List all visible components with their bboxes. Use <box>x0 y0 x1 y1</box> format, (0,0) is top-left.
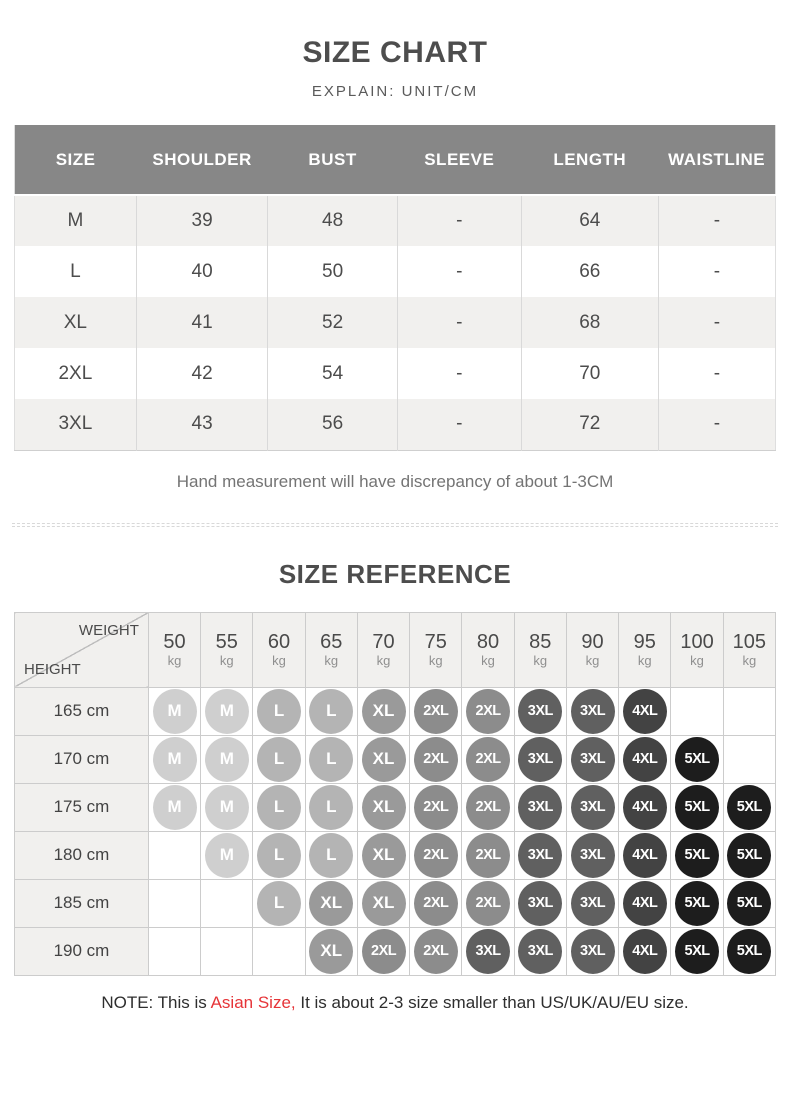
weight-header-cell <box>305 612 357 687</box>
size-recommendation-cell <box>357 783 409 831</box>
weight-header-cell <box>671 612 723 687</box>
measurement-cell: 64 <box>521 195 658 246</box>
note-prefix: NOTE: This is <box>101 992 211 1012</box>
size-badge: 2XL <box>414 929 458 974</box>
size-badge: 3XL <box>518 785 562 830</box>
size-recommendation-cell <box>201 687 253 735</box>
size-badge: 3XL <box>571 689 615 734</box>
size-badge: M <box>153 737 197 782</box>
size-badge: M <box>205 737 249 782</box>
size-badge: 5XL <box>675 737 719 782</box>
measurement-cell: 42 <box>136 348 268 399</box>
weight-header-cell <box>253 612 305 687</box>
height-row <box>15 783 776 831</box>
size-badge: M <box>153 785 197 830</box>
size-badge: 2XL <box>466 785 510 830</box>
size-recommendation-cell <box>723 735 775 783</box>
size-badge: 5XL <box>675 785 719 830</box>
size-badge: M <box>205 785 249 830</box>
size-row-m <box>15 195 776 246</box>
size-recommendation-cell <box>514 879 566 927</box>
weight-unit: kg <box>272 652 286 668</box>
corner-weight-label: WEIGHT <box>78 621 139 639</box>
weight-header-cell <box>462 612 514 687</box>
size-badge: 3XL <box>571 737 615 782</box>
size-recommendation-cell <box>305 831 357 879</box>
size-recommendation-cell <box>148 927 200 975</box>
note-suffix: It is about 2-3 size smaller than US/UK/AU/EU size. <box>295 992 689 1012</box>
measurement-cell: 56 <box>268 399 397 450</box>
size-reference-title: SIZE REFERENCE <box>278 558 512 589</box>
size-recommendation-cell <box>148 735 200 783</box>
size-badge: 3XL <box>466 929 510 974</box>
measurement-cell: - <box>397 348 521 399</box>
size-badge: M <box>153 689 197 734</box>
size-recommendation-cell <box>619 927 671 975</box>
size-recommendation-cell <box>566 831 618 879</box>
size-recommendation-cell <box>201 783 253 831</box>
weight-header-cell <box>566 612 618 687</box>
weight-value: 85 <box>529 630 552 653</box>
size-recommendation-cell <box>566 927 618 975</box>
weight-value: 105 <box>732 630 767 653</box>
weight-unit: kg <box>637 652 652 668</box>
size-badge: L <box>257 689 301 734</box>
weight-header-cell <box>723 612 775 687</box>
size-chart-page <box>0 36 790 1013</box>
size-recommendation-cell <box>357 687 409 735</box>
size-badge: 5XL <box>727 833 771 878</box>
size-recommendation-cell <box>201 879 253 927</box>
weight-unit: kg <box>376 652 391 668</box>
corner-height-label: HEIGHT <box>24 660 81 678</box>
measurement-cell: - <box>397 297 521 348</box>
measurement-cell: 39 <box>136 195 268 246</box>
header-cell-size: SIZE <box>15 125 137 195</box>
size-badge: L <box>257 737 301 782</box>
size-chart-title: SIZE CHART <box>302 36 488 69</box>
weight-unit: kg <box>481 652 495 668</box>
size-badge: 2XL <box>362 929 406 974</box>
size-badge: 3XL <box>518 833 562 878</box>
size-recommendation-cell <box>148 687 200 735</box>
size-recommendation-cell <box>357 831 409 879</box>
size-recommendation-cell <box>148 831 200 879</box>
size-badge: L <box>257 785 301 830</box>
measurement-cell: 3XL <box>58 413 93 435</box>
weight-value: 60 <box>267 630 291 653</box>
size-chart-table <box>14 125 776 451</box>
height-row <box>15 831 776 879</box>
size-recommendation-cell <box>462 879 514 927</box>
size-badge: 3XL <box>518 689 562 734</box>
weight-value: 75 <box>424 630 447 653</box>
size-badge: L <box>309 785 353 830</box>
size-chart-subtitle: EXPLAIN: UNIT/CM <box>311 83 479 100</box>
weight-value: 90 <box>581 630 604 653</box>
height-label: 170 cm <box>15 735 149 783</box>
size-recommendation-cell <box>410 687 462 735</box>
measurement-cell: 68 <box>521 297 658 348</box>
size-badge: 2XL <box>466 881 510 926</box>
weight-unit: kg <box>742 652 757 668</box>
size-badge: 2XL <box>414 785 458 830</box>
size-recommendation-cell <box>253 879 305 927</box>
measurement-cell: XL <box>63 311 87 333</box>
size-badge: XL <box>362 689 406 734</box>
size-badge: 5XL <box>675 929 719 974</box>
measurement-cell: - <box>658 195 775 246</box>
size-recommendation-cell <box>148 783 200 831</box>
weight-header-cell <box>357 612 409 687</box>
size-badge: 2XL <box>466 833 510 878</box>
measurement-note: Hand measurement will have discrepancy of about 1-3CM <box>176 471 614 491</box>
weight-value: 100 <box>680 630 714 653</box>
weight-value: 55 <box>215 630 238 653</box>
size-badge: 4XL <box>623 833 667 878</box>
header-cell-shoulder: SHOULDER <box>136 125 268 195</box>
size-recommendation-cell <box>462 687 514 735</box>
weight-header-cell <box>148 612 200 687</box>
weight-header-cell <box>410 612 462 687</box>
size-recommendation-cell <box>514 687 566 735</box>
size-badge: M <box>205 689 249 734</box>
size-recommendation-cell <box>514 735 566 783</box>
size-recommendation-cell <box>671 927 723 975</box>
size-recommendation-cell <box>619 687 671 735</box>
size-recommendation-cell <box>410 927 462 975</box>
size-reference-header-row <box>15 612 776 687</box>
size-recommendation-cell <box>462 831 514 879</box>
size-badge: 3XL <box>518 881 562 926</box>
size-reference-body <box>15 687 776 975</box>
measurement-cell: 40 <box>136 246 268 297</box>
measurement-cell: 50 <box>268 246 397 297</box>
size-recommendation-cell <box>253 687 305 735</box>
size-badge: 2XL <box>466 689 510 734</box>
size-badge: 3XL <box>518 929 562 974</box>
size-badge: M <box>205 833 249 878</box>
size-badge: 2XL <box>466 737 510 782</box>
height-row <box>15 927 776 975</box>
size-recommendation-cell <box>671 831 723 879</box>
measurement-cell: 72 <box>521 399 658 450</box>
size-badge: XL <box>362 833 406 878</box>
height-row <box>15 879 776 927</box>
measurement-cell: 54 <box>268 348 397 399</box>
size-recommendation-cell <box>619 735 671 783</box>
size-recommendation-cell <box>148 879 200 927</box>
measurement-cell: - <box>658 399 775 450</box>
size-badge: 4XL <box>623 737 667 782</box>
header-cell-waistline: WAISTLINE <box>658 125 775 195</box>
measurement-cell: - <box>658 348 775 399</box>
size-recommendation-cell <box>671 735 723 783</box>
size-recommendation-cell <box>253 831 305 879</box>
measurement-cell: - <box>397 195 521 246</box>
size-badge: XL <box>362 881 406 926</box>
size-badge: L <box>257 833 301 878</box>
size-recommendation-cell <box>410 783 462 831</box>
size-recommendation-cell <box>619 831 671 879</box>
size-badge: L <box>309 689 353 734</box>
size-badge: 4XL <box>623 929 667 974</box>
size-recommendation-cell <box>253 735 305 783</box>
measurement-cell: - <box>658 297 775 348</box>
size-badge: 5XL <box>727 785 771 830</box>
size-badge: 3XL <box>571 833 615 878</box>
size-badge: 5XL <box>727 929 771 974</box>
measurement-cell: - <box>397 246 521 297</box>
size-recommendation-cell <box>723 687 775 735</box>
weight-unit: kg <box>585 652 600 668</box>
size-badge: 4XL <box>623 881 667 926</box>
size-row-l <box>15 246 776 297</box>
size-badge: 3XL <box>571 929 615 974</box>
size-badge: XL <box>309 881 353 926</box>
weight-value: 80 <box>476 630 500 653</box>
height-label: 165 cm <box>15 687 149 735</box>
size-recommendation-cell <box>201 735 253 783</box>
height-label: 175 cm <box>15 783 149 831</box>
size-badge: 3XL <box>571 785 615 830</box>
size-recommendation-cell <box>410 879 462 927</box>
height-label: 190 cm <box>15 927 149 975</box>
weight-header-cell <box>514 612 566 687</box>
weight-unit: kg <box>428 652 443 668</box>
weight-value: 95 <box>633 630 656 653</box>
weight-unit: kg <box>167 652 182 668</box>
size-badge: 4XL <box>623 785 667 830</box>
size-recommendation-cell <box>462 735 514 783</box>
asian-size-highlight: Asian Size, <box>210 992 296 1012</box>
size-recommendation-cell <box>671 687 723 735</box>
size-recommendation-cell <box>357 927 409 975</box>
size-badge: XL <box>362 785 406 830</box>
measurement-cell: 48 <box>268 195 397 246</box>
size-badge: L <box>309 737 353 782</box>
size-recommendation-cell <box>514 831 566 879</box>
size-recommendation-cell <box>305 735 357 783</box>
size-recommendation-cell <box>462 927 514 975</box>
weight-value: 70 <box>372 630 395 653</box>
size-recommendation-cell <box>305 927 357 975</box>
size-reference-table <box>14 612 776 976</box>
size-chart-body <box>15 195 776 450</box>
size-badge: XL <box>362 737 406 782</box>
size-recommendation-cell <box>566 735 618 783</box>
measurement-cell: - <box>658 246 775 297</box>
size-recommendation-cell <box>201 831 253 879</box>
size-row-3xl <box>15 399 776 450</box>
size-badge: 5XL <box>727 881 771 926</box>
size-row-xl <box>15 297 776 348</box>
measurement-cell: - <box>397 399 521 450</box>
size-badge: 2XL <box>414 689 458 734</box>
size-recommendation-cell <box>566 687 618 735</box>
size-badge: L <box>309 833 353 878</box>
weight-value: 65 <box>320 630 343 653</box>
height-label: 185 cm <box>15 879 149 927</box>
size-recommendation-cell <box>305 879 357 927</box>
size-badge: 4XL <box>623 689 667 734</box>
size-recommendation-cell <box>357 879 409 927</box>
weight-header-cell <box>201 612 253 687</box>
size-recommendation-cell <box>671 783 723 831</box>
measurement-cell: 70 <box>521 348 658 399</box>
weight-unit: kg <box>533 652 548 668</box>
measurement-cell: 52 <box>268 297 397 348</box>
height-row <box>15 687 776 735</box>
size-recommendation-cell <box>201 927 253 975</box>
size-recommendation-cell <box>723 783 775 831</box>
header-cell-length: LENGTH <box>521 125 658 195</box>
weight-unit: kg <box>324 652 339 668</box>
size-badge: 2XL <box>414 833 458 878</box>
weight-unit: kg <box>219 652 234 668</box>
weight-header-cell <box>619 612 671 687</box>
measurement-cell: L <box>70 260 81 282</box>
header-cell-sleeve: SLEEVE <box>397 125 521 195</box>
size-badge: 2XL <box>414 881 458 926</box>
weight-value: 50 <box>163 630 186 653</box>
size-recommendation-cell <box>253 783 305 831</box>
measurement-cell: 66 <box>521 246 658 297</box>
measurement-cell: M <box>67 210 84 231</box>
size-recommendation-cell <box>253 927 305 975</box>
weight-unit: kg <box>690 652 704 668</box>
size-recommendation-cell <box>357 735 409 783</box>
size-badge: 3XL <box>571 881 615 926</box>
size-recommendation-cell <box>566 783 618 831</box>
height-label: 180 cm <box>15 831 149 879</box>
size-recommendation-cell <box>410 735 462 783</box>
size-recommendation-cell <box>410 831 462 879</box>
weight-height-corner-cell <box>15 612 149 687</box>
size-recommendation-cell <box>514 783 566 831</box>
size-recommendation-cell <box>462 783 514 831</box>
size-recommendation-cell <box>305 687 357 735</box>
size-recommendation-cell <box>671 879 723 927</box>
measurement-cell: 41 <box>136 297 268 348</box>
size-recommendation-cell <box>723 927 775 975</box>
header-cell-bust: BUST <box>268 125 397 195</box>
height-row <box>15 735 776 783</box>
size-badge: 5XL <box>675 833 719 878</box>
size-row-2xl <box>15 348 776 399</box>
size-badge: XL <box>309 929 353 974</box>
size-recommendation-cell <box>723 879 775 927</box>
measurement-cell: 2XL <box>58 362 93 384</box>
size-recommendation-cell <box>723 831 775 879</box>
section-divider <box>12 523 778 527</box>
size-chart-header-row <box>15 125 776 195</box>
size-recommendation-cell <box>514 927 566 975</box>
size-recommendation-cell <box>305 783 357 831</box>
size-badge: 2XL <box>414 737 458 782</box>
size-recommendation-cell <box>619 783 671 831</box>
measurement-cell: 43 <box>136 399 268 450</box>
size-recommendation-cell <box>566 879 618 927</box>
size-recommendation-cell <box>619 879 671 927</box>
asian-size-note <box>0 993 790 1013</box>
size-badge: 3XL <box>518 737 562 782</box>
size-badge: 5XL <box>675 881 719 926</box>
size-badge: L <box>257 881 301 926</box>
